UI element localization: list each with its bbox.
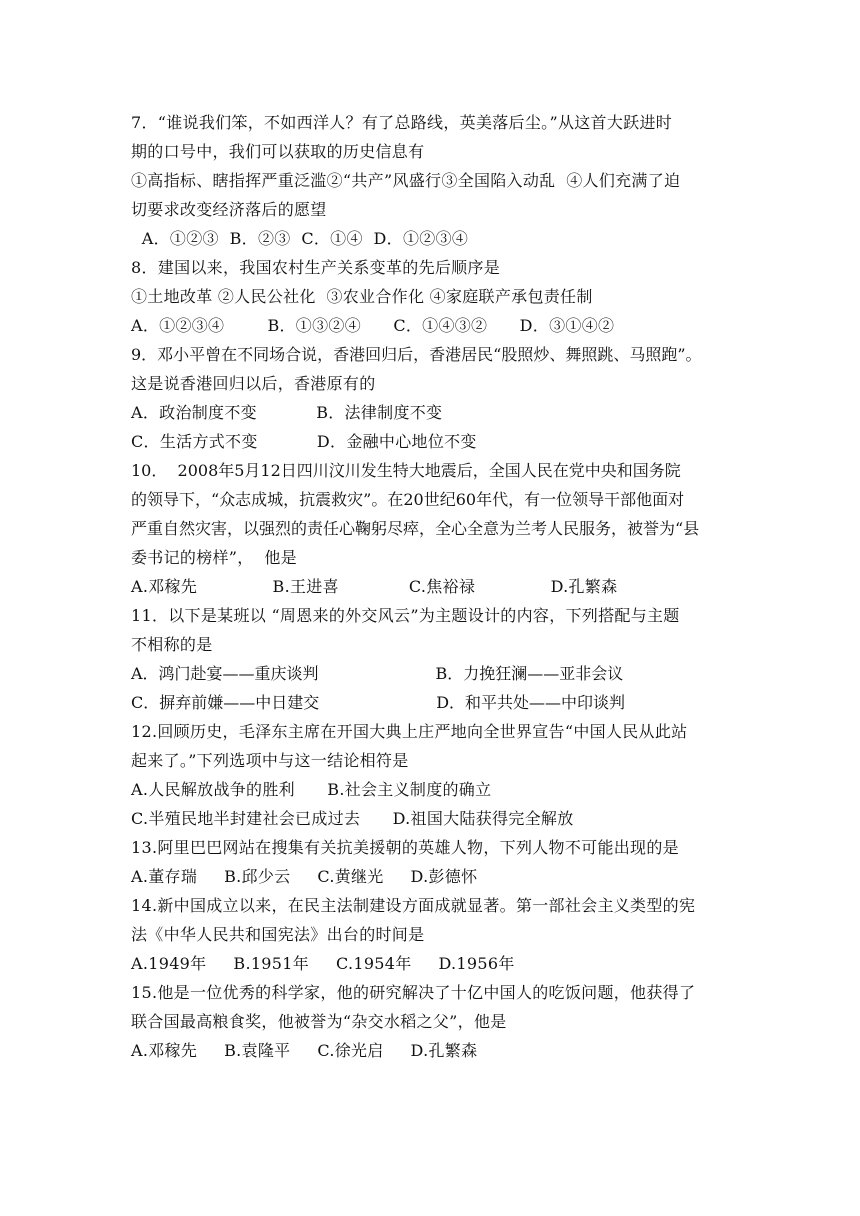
q15-options: A.邓稼先 B.袁隆平 C.徐光启 D.孔繁森 (131, 1041, 478, 1060)
q10-stem-line3: 严重自然灾害，以强烈的责任心鞠躬尽瘁，全心全意为兰考人民服务，被誉为“县 (131, 519, 700, 538)
q10-stem-line4: 委书记的榜样”， 他是 (131, 548, 297, 567)
q11-stem-line2: 不相称的是 (131, 635, 213, 654)
q12-options-ab: A.人民解放战争的胜利 B.社会主义制度的确立 (131, 780, 492, 799)
q15-stem-line1: 15.他是一位优秀的科学家，他的研究解决了十亿中国人的吃饭问题，他获得了 (131, 983, 696, 1002)
q15-stem-line2: 联合国最高粮食奖，他被誉为“杂交水稻之父”，他是 (131, 1012, 507, 1031)
q11-options-ab: A．鸿门赴宴——重庆谈判 B．力挽狂澜——亚非会议 (131, 664, 624, 683)
q10-options: A.邓稼先 B.王进喜 C.焦裕禄 D.孔繁森 (131, 577, 618, 596)
q7-stem-line2: 期的口号中，我们可以获取的历史信息有 (131, 142, 425, 161)
q9-stem-line1: 9．邓小平曾在不同场合说，香港回归后，香港居民“股照炒、舞照跳、马照跑”。 (131, 345, 702, 364)
q12-stem-line1: 12.回顾历史，毛泽东主席在开国大典上庄严地向全世界宣告“中国人民从此站 (131, 722, 688, 741)
q7-statements-line1: ①高指标、瞎指挥严重泛滥②“共产”风盛行③全国陷入动乱 ④人们充满了迫 (131, 171, 681, 190)
q12-stem-line2: 起来了。”下列选项中与这一结论相符是 (131, 751, 409, 770)
q13-options: A.董存瑞 B.邱少云 C.黄继光 D.彭德怀 (131, 867, 478, 886)
q12-options-cd: C.半殖民地半封建社会已成过去 D.祖国大陆获得完全解放 (131, 809, 574, 828)
q8-options: A．①②③④ B．①③②④ C．①④③② D．③①④② (131, 316, 615, 335)
q14-stem-line1: 14.新中国成立以来，在民主法制建设方面成就显著。第一部社会主义类型的宪 (131, 896, 696, 915)
q9-options-ab: A．政治制度不变 B．法律制度不变 (131, 403, 443, 422)
q13-stem: 13.阿里巴巴网站在搜集有关抗美援朝的英雄人物，下列人物不可能出现的是 (131, 838, 679, 857)
q7-stem-line1: 7．“谁说我们笨，不如西洋人？有了总路线，英美落后尘。”从这首大跃进时 (131, 113, 673, 132)
q11-options-cd: C．摒弃前嫌——中日建交 D．和平共处——中印谈判 (131, 693, 626, 712)
q7-statements-line2: 切要求改变经济落后的愿望 (131, 200, 327, 219)
q8-stem: 8．建国以来，我国农村生产关系变革的先后顺序是 (131, 258, 501, 277)
q10-stem-line2: 的领导下，“众志成城，抗震救灾”。在20世纪60年代，有一位领导干部他面对 (131, 490, 685, 509)
q7-options: A．①②③ B．②③ C．①④ D．①②③④ (131, 229, 469, 248)
q14-options: A.1949年 B.1951年 C.1954年 D.1956年 (131, 954, 515, 973)
q9-options-cd: C．生活方式不变 D．金融中心地位不变 (131, 432, 477, 451)
q14-stem-line2: 法《中华人民共和国宪法》出台的时间是 (131, 925, 425, 944)
q10-stem-line1: 10． 2008年5月12日四川汶川发生特大地震后，全国人民在党中央和国务院 (131, 461, 681, 480)
q8-statements: ①土地改革 ②人民公社化 ③农业合作化 ④家庭联产承包责任制 (131, 287, 593, 306)
q9-stem-line2: 这是说香港回归以后，香港原有的 (131, 374, 376, 393)
q11-stem-line1: 11．以下是某班以 “周恩来的外交风云”为主题设计的内容，下列搭配与主题 (131, 606, 680, 625)
